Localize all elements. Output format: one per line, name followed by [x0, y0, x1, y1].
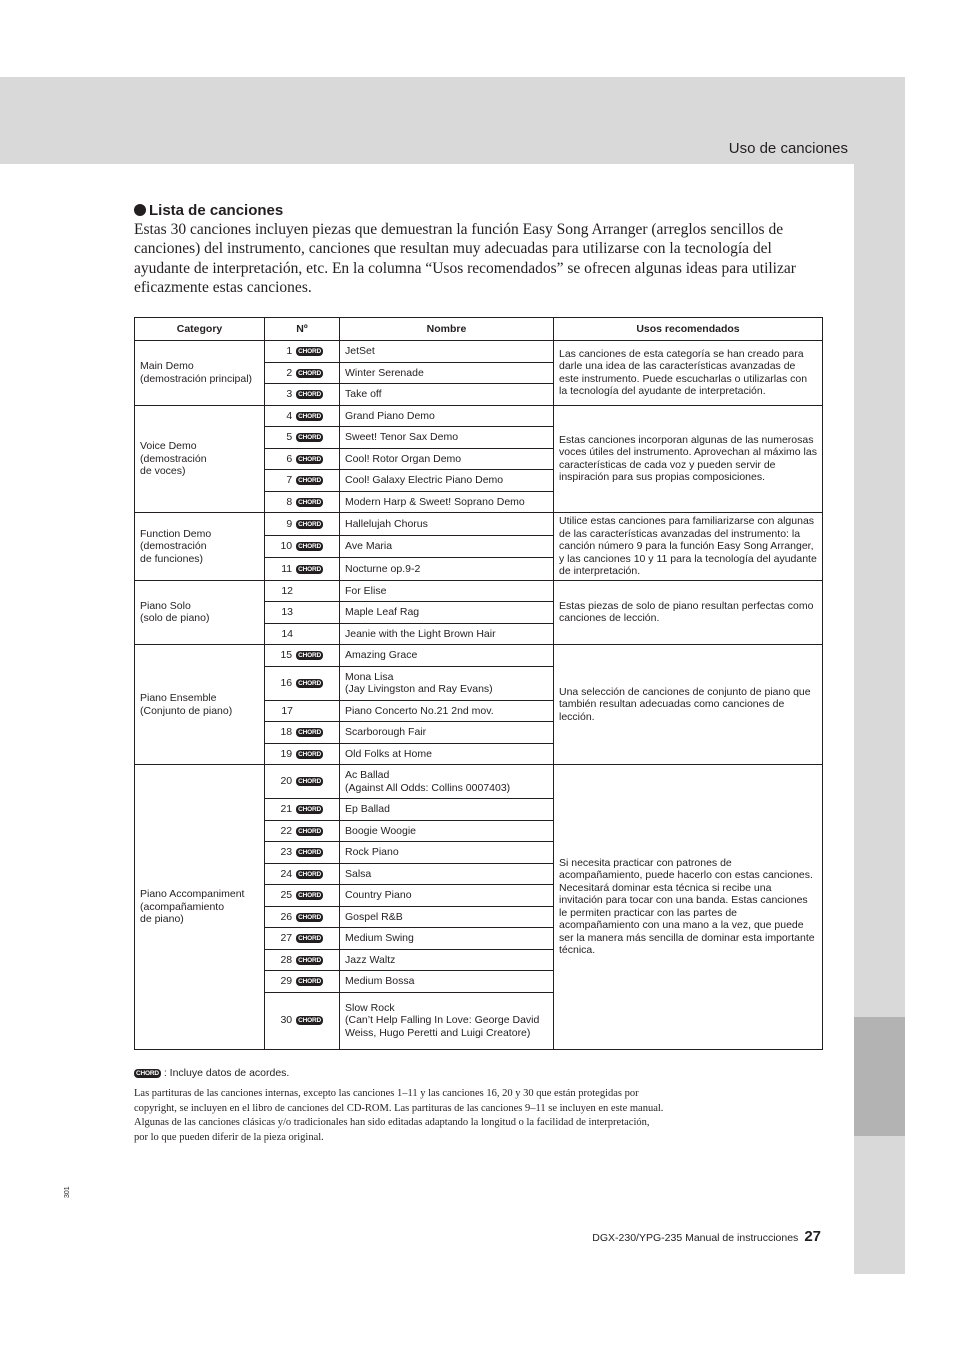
song-name-cell: Rock Piano	[340, 842, 554, 864]
song-number: 22	[280, 824, 293, 837]
table-row	[135, 405, 823, 427]
song-number-cell	[265, 362, 340, 384]
chord-badge-icon: CHORD	[298, 348, 321, 355]
song-name-cell: Salsa	[340, 863, 554, 885]
table-row	[135, 580, 823, 602]
usage-cell: Si necesita practicar con patrones de acompañamiento, puede hacerlo con estas canciones. Necesitará dominar esta técnica si recibe una invitación para tocar con una banda. Estas canciones le permiten practicar con las partes de acompañamiento con una mano a la vez, que puede ser la manera más sencilla de dominar esta importante técnica.	[554, 765, 823, 1050]
chord-badge-icon: CHORD	[298, 1017, 321, 1025]
song-number: 27	[280, 932, 293, 944]
song-name-cell: Take off	[340, 384, 554, 406]
list-heading	[134, 202, 283, 219]
song-name-cell: Grand Piano Demo	[340, 405, 554, 427]
song-number-cell	[265, 700, 340, 722]
table-row	[135, 513, 823, 536]
chord-badge-icon: CHORD	[298, 750, 321, 758]
song-number-cell	[265, 513, 340, 536]
song-number-cell	[265, 743, 340, 765]
song-name-cell: Jazz Waltz	[340, 949, 554, 971]
song-name-cell: Sweet! Tenor Sax Demo	[340, 427, 554, 449]
song-number: 8	[286, 495, 293, 508]
song-name-cell: Ave Maria	[340, 535, 554, 558]
song-number: 3	[286, 388, 293, 400]
song-name-cell: Jeanie with the Light Brown Hair	[340, 623, 554, 645]
col-number: Nº	[265, 318, 340, 341]
song-name-cell: Gospel R&B	[340, 906, 554, 928]
song-name-cell: For Elise	[340, 580, 554, 602]
chord-badge-icon: CHORD	[298, 849, 321, 856]
song-number: 18	[280, 726, 293, 738]
song-number: 9	[286, 517, 293, 530]
song-number-cell	[265, 842, 340, 864]
chord-badge-icon: CHORD	[298, 391, 321, 398]
song-name-cell: Cool! Galaxy Electric Piano Demo	[340, 470, 554, 492]
footnote-line: Las partituras de las canciones internas, excepto las canciones 1–11 y las canciones 16, 20 y 30 que están protegidas por	[134, 1088, 639, 1099]
song-number-cell	[265, 580, 340, 602]
col-name: Nombre	[340, 318, 554, 341]
song-name-cell: Boogie Woogie	[340, 820, 554, 842]
song-name-cell: Amazing Grace	[340, 645, 554, 667]
chord-badge-icon: CHORD	[298, 434, 321, 441]
song-number-cell	[265, 722, 340, 744]
song-number: 14	[281, 627, 293, 640]
song-number: 20	[280, 775, 293, 788]
page-number: 27	[804, 1228, 821, 1245]
song-number: 23	[280, 846, 293, 858]
song-number: 30	[280, 1014, 293, 1027]
song-name-cell: Maple Leaf Rag	[340, 602, 554, 624]
song-name-cell: Ac Ballad (Against All Odds: Collins 0007403)	[340, 765, 554, 799]
section-title: Uso de canciones	[728, 140, 848, 157]
usage-cell: Las canciones de esta categoría se han creado para darle una idea de las características avanzadas de este instrumento. Puede escucharlas o utilizarlas con la tecnología del ayudante de interpretación.	[554, 341, 823, 406]
song-number-cell	[265, 820, 340, 842]
chord-badge-icon: CHORD	[298, 913, 321, 921]
category-cell: Piano Ensemble (Conjunto de piano)	[135, 645, 265, 765]
usage-cell: Una selección de canciones de conjunto de piano que también resultan adecuadas como canciones de lección.	[554, 645, 823, 765]
song-number: 25	[280, 889, 293, 901]
category-cell: Function Demo (demostración de funciones)	[135, 513, 265, 581]
usage-cell: Estas canciones incorporan algunas de las numerosas voces útiles del instrumento. Aprovechan al máximo las características de cada voz y pueden servir de inspiración para sus propias composiciones.	[554, 405, 823, 513]
song-number: 16	[280, 676, 293, 689]
category-cell: Main Demo (demostración principal)	[135, 341, 265, 406]
song-number: 28	[280, 953, 293, 966]
song-number-cell	[265, 535, 340, 558]
table-row	[135, 645, 823, 667]
song-number: 4	[286, 409, 293, 422]
song-number-cell	[265, 427, 340, 449]
chord-badge-icon: CHORD	[298, 498, 321, 506]
song-number: 24	[280, 867, 293, 880]
song-number: 19	[280, 747, 293, 760]
song-number: 12	[281, 584, 293, 597]
page-footer	[592, 1228, 821, 1245]
song-number: 11	[281, 562, 293, 575]
song-number-cell	[265, 992, 340, 1049]
song-name-cell: Winter Serenade	[340, 362, 554, 384]
song-number-cell	[265, 666, 340, 700]
usage-cell: Utilice estas canciones para familiarizarse con algunas de las características avanzadas del instrumento: la canción número 9 para la función Easy Song Arranger, y las canciones 10 y 11 para la tecnología del ayudante de interpretación.	[554, 513, 823, 581]
song-number: 13	[281, 606, 293, 618]
song-number: 17	[281, 704, 293, 717]
song-name-cell: Hallelujah Chorus	[340, 513, 554, 536]
song-number-cell	[265, 341, 340, 363]
song-number-cell	[265, 645, 340, 667]
footnote-line: copyright, se incluyen en el libro de canciones del CD-ROM. Las partituras de las canciones 9–11 se incluyen en este manual.	[134, 1102, 664, 1114]
chord-badge-icon: CHORD	[298, 892, 321, 899]
song-number-cell	[265, 799, 340, 821]
bullet-icon	[134, 204, 146, 216]
song-name-cell: Scarborough Fair	[340, 722, 554, 744]
manual-title: DGX-230/YPG-235 Manual de instrucciones	[592, 1232, 799, 1244]
intro-paragraph	[134, 220, 824, 297]
heading-text: Lista de canciones	[149, 202, 284, 219]
col-usage: Usos recomendados	[554, 318, 823, 341]
song-name-cell: JetSet	[340, 341, 554, 363]
song-number-cell	[265, 384, 340, 406]
category-cell: Voice Demo (demostración de voces)	[135, 405, 265, 513]
song-number-cell	[265, 558, 340, 581]
song-number-cell	[265, 971, 340, 993]
song-number: 15	[280, 649, 293, 661]
table-row	[135, 341, 823, 363]
chord-badge-icon: CHORD	[136, 1070, 159, 1077]
chord-badge-icon: CHORD	[298, 679, 321, 687]
table-header-row	[135, 318, 823, 341]
chapter-tab	[854, 1017, 905, 1136]
chord-badge-icon: CHORD	[298, 978, 321, 985]
legend-text: : Incluye datos de acordes.	[163, 1067, 290, 1079]
table-row	[135, 765, 823, 799]
usage-cell: Estas piezas de solo de piano resultan perfectas como canciones de lección.	[554, 580, 823, 645]
category-cell: Piano Solo (solo de piano)	[135, 580, 265, 645]
song-number-cell	[265, 405, 340, 427]
song-number-cell	[265, 863, 340, 885]
category-cell: Piano Accompaniment (acompañamiento de piano)	[135, 765, 265, 1050]
song-number-cell	[265, 491, 340, 513]
chord-badge-icon: CHORD	[298, 806, 321, 813]
chord-badge-icon: CHORD	[298, 455, 321, 463]
song-number: 29	[280, 975, 293, 987]
chord-badge-icon: CHORD	[298, 935, 321, 942]
song-number: 5	[286, 431, 293, 443]
song-name-cell: Nocturne op.9-2	[340, 558, 554, 581]
side-code: 301	[64, 1186, 71, 1198]
song-name-cell: Piano Concerto No.21 2nd mov.	[340, 700, 554, 722]
song-number: 26	[280, 910, 293, 923]
song-number-cell	[265, 928, 340, 950]
song-number-cell	[265, 623, 340, 645]
song-number: 1	[286, 345, 293, 357]
chord-badge-icon: CHORD	[298, 565, 321, 573]
song-number-cell	[265, 906, 340, 928]
chord-badge-icon: CHORD	[298, 870, 321, 878]
song-name-cell: Slow Rock (Can’t Help Falling In Love: George David Weiss, Hugo Peretti and Luigi Creatore)	[340, 992, 554, 1049]
song-name-cell: Ep Ballad	[340, 799, 554, 821]
song-number: 6	[286, 452, 293, 465]
chord-badge-icon: CHORD	[298, 412, 321, 420]
chord-badge-icon: CHORD	[298, 778, 321, 786]
chord-badge-icon: CHORD	[298, 520, 321, 528]
chord-badge-icon: CHORD	[298, 477, 321, 484]
footnote-line: por lo que pueden diferir de la pieza original.	[134, 1131, 324, 1143]
song-name-cell: Cool! Rotor Organ Demo	[340, 448, 554, 470]
song-number: 7	[286, 474, 293, 486]
song-name-cell: Medium Swing	[340, 928, 554, 950]
intro-text: Estas 30 canciones incluyen piezas que demuestran la función Easy Song Arranger (arreglos sencillos de canciones) del instrumento, canciones que resultan muy adecuadas para utilizarse con la tecnología del ayudante de interpretación, etc. En la columna “Usos recomendados” se ofrecen algunas ideas para utilizar eficazmente estas canciones.	[134, 221, 796, 296]
chord-badge-icon: CHORD	[298, 369, 321, 377]
chord-badge-icon: CHORD	[298, 956, 321, 964]
song-name-cell: Old Folks at Home	[340, 743, 554, 765]
song-table-body	[135, 341, 823, 1050]
song-number-cell	[265, 602, 340, 624]
footnote-line: Algunas de las canciones clásicas y/o tradicionales han sido editadas adaptando la longitud o la facilidad de interpretación,	[134, 1117, 650, 1128]
song-number: 21	[280, 803, 293, 815]
chord-legend	[134, 1067, 289, 1079]
song-number-cell	[265, 765, 340, 799]
song-number: 2	[286, 366, 293, 379]
song-number: 10	[280, 540, 293, 552]
song-number-cell	[265, 885, 340, 907]
chord-badge-icon: CHORD	[298, 652, 321, 659]
chord-badge-icon: CHORD	[298, 827, 321, 835]
song-number-cell	[265, 470, 340, 492]
song-name-cell: Modern Harp & Sweet! Soprano Demo	[340, 491, 554, 513]
chord-badge-icon: CHORD	[298, 729, 321, 736]
song-table	[134, 317, 823, 1050]
song-number-cell	[265, 448, 340, 470]
song-number-cell	[265, 949, 340, 971]
song-name-cell: Mona Lisa (Jay Livingston and Ray Evans)	[340, 666, 554, 700]
col-category: Category	[135, 318, 265, 341]
footnote	[134, 1087, 754, 1145]
song-name-cell: Country Piano	[340, 885, 554, 907]
chord-badge-icon: CHORD	[298, 543, 321, 550]
song-name-cell: Medium Bossa	[340, 971, 554, 993]
